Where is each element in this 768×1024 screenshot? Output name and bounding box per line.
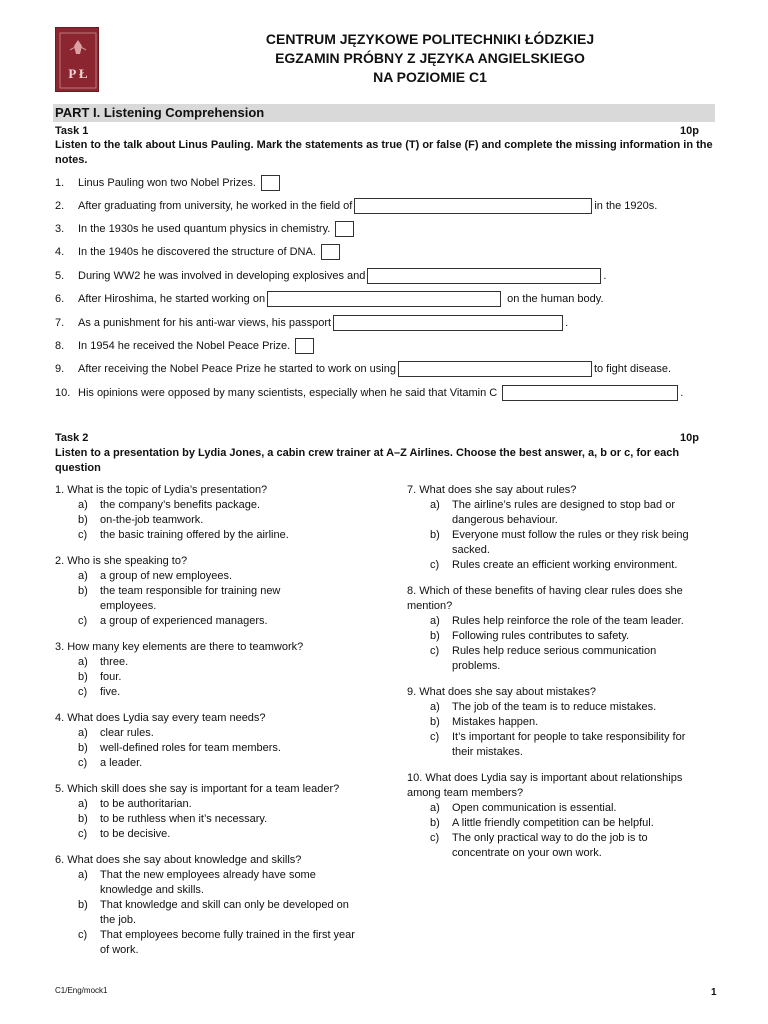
fill-answer-box[interactable] <box>354 198 592 214</box>
answer-option[interactable]: b) four. <box>78 671 122 683</box>
question: 9. What does she say about mistakes? a) The job of the team is to reduce mistakes. b) Mistakes happen. c) It’s important for people to take responsibility for their mistakes. <box>407 685 717 760</box>
answer-option[interactable]: c) the basic training offered by the airline. <box>78 529 289 541</box>
answer-option[interactable]: a) three. <box>78 656 129 668</box>
answer-option[interactable]: a) clear rules. <box>78 727 154 739</box>
answer-option[interactable]: c) a group of experienced managers. <box>78 615 268 627</box>
answer-option[interactable]: a) The airline’s rules are designed to stop bad or dangerous behaviour. <box>430 499 675 526</box>
answer-option[interactable]: c) Rules create an efficient working environment. <box>430 559 678 571</box>
answer-option[interactable]: c) It’s important for people to take responsibility for their mistakes. <box>430 731 686 758</box>
document-code: C1/Eng/mock1 <box>55 986 108 995</box>
fill-answer-box[interactable] <box>367 268 601 284</box>
questions-right-column <box>407 483 717 872</box>
fill-answer-box[interactable] <box>333 315 563 331</box>
question: 10. What does Lydia say is important about relationships among team members? a) Open communication is essential. b) A little friendly competition can be helpful. c) The only practical way to do the job is to concentrate on your own work. <box>407 771 717 861</box>
crest-icon <box>56 28 100 93</box>
tf-answer-box[interactable] <box>261 175 280 191</box>
answer-option[interactable]: b) on-the-job teamwork. <box>78 514 204 526</box>
fill-answer-box[interactable] <box>398 361 592 377</box>
answer-option[interactable]: b) Everyone must follow the rules or they risk being sacked. <box>430 529 689 556</box>
tf-answer-box[interactable] <box>321 244 340 260</box>
task1-item: 1. Linus Pauling won two Nobel Prizes. <box>55 174 715 192</box>
task1-item: 10. His opinions were opposed by many scientists, especially when he said that Vitamin C . <box>55 384 715 402</box>
task1-label: Task 1 <box>55 125 89 137</box>
tf-answer-box[interactable] <box>335 221 354 237</box>
answer-option[interactable]: a) to be authoritarian. <box>78 798 192 810</box>
task2-points: 10p <box>680 432 699 444</box>
fill-answer-box[interactable] <box>502 385 678 401</box>
task1-item: 7. As a punishment for his anti-war views, his passport . <box>55 314 715 332</box>
answer-option[interactable]: b) well-defined roles for team members. <box>78 742 281 754</box>
answer-option[interactable]: b) Following rules contributes to safety. <box>430 630 630 642</box>
question: 2. Who is she speaking to? a) a group of new employees. b) the team responsible for training new employees. c) a group of experienced managers. <box>55 554 365 629</box>
answer-option[interactable]: b) Mistakes happen. <box>430 716 539 728</box>
answer-option[interactable]: b) the team responsible for training new employees. <box>78 585 281 612</box>
task1-item: 6. After Hiroshima, he started working on on the human body. <box>55 290 715 308</box>
fill-answer-box[interactable] <box>267 291 501 307</box>
answer-option[interactable]: a) Open communication is essential. <box>430 802 617 814</box>
header-exam-title: EGZAMIN PRÓBNY Z JĘZYKA ANGIELSKIEGO <box>275 50 585 66</box>
answer-option[interactable]: b) to be ruthless when it’s necessary. <box>78 813 268 825</box>
answer-option[interactable]: c) The only practical way to do the job is to concentrate on your own work. <box>430 832 648 859</box>
task2-label: Task 2 <box>55 432 89 444</box>
answer-option[interactable]: a) a group of new employees. <box>78 570 233 582</box>
question: 4. What does Lydia say every team needs? a) clear rules. b) well-defined roles for team members. c) a leader. <box>55 711 365 771</box>
answer-option[interactable]: c) Rules help reduce serious communication problems. <box>430 645 657 672</box>
header-level: NA POZIOMIE C1 <box>373 69 487 85</box>
task1-item: 4. In the 1940s he discovered the structure of DNA. <box>55 243 715 261</box>
header-institution: CENTRUM JĘZYKOWE POLITECHNIKI ŁÓDZKIEJ <box>265 31 595 47</box>
task1-item: 5. During WW2 he was involved in developing explosives and . <box>55 267 715 285</box>
document-header <box>200 30 660 87</box>
question: 3. How many key elements are there to teamwork? a) three. b) four. c) five. <box>55 640 365 700</box>
task1-instruction: Listen to the talk about Linus Pauling. Mark the statements as true (T) or false (F) and complete the missing information in the notes. <box>55 139 713 166</box>
task1-item: 8. In 1954 he received the Nobel Peace Prize. <box>55 337 715 355</box>
question: 6. What does she say about knowledge and skills? a) That the new employees already have some knowledge and skills. b) That knowledge and skill can only be developed on the job. c) That employees become fully trained in the first year of work. <box>55 853 365 958</box>
question: 1. What is the topic of Lydia’s presentation? a) the company’s benefits package. b) on-the-job teamwork. c) the basic training offered by the airline. <box>55 483 365 543</box>
answer-option[interactable]: a) Rules help reinforce the role of the team leader. <box>430 615 684 627</box>
question: 8. Which of these benefits of having clear rules does she mention? a) Rules help reinforce the role of the team leader. b) Following rules contributes to safety. c) Rules help reduce serious communication problems. <box>407 584 717 674</box>
questions-left-column <box>55 483 365 969</box>
answer-option[interactable]: c) a leader. <box>78 757 143 769</box>
answer-option[interactable]: a) That the new employees already have some knowledge and skills. <box>78 869 316 896</box>
answer-option[interactable]: c) That employees become fully trained in the first year of work. <box>78 929 355 956</box>
university-logo <box>55 27 99 92</box>
answer-option[interactable]: c) five. <box>78 686 121 698</box>
task1-points: 10p <box>680 125 699 137</box>
part-title: PART I. Listening Comprehension <box>53 104 715 122</box>
answer-option[interactable]: a) the company’s benefits package. <box>78 499 261 511</box>
task2-instruction: Listen to a presentation by Lydia Jones, a cabin crew trainer at A–Z Airlines. Choose the best answer, a, b or c, for each question <box>55 447 680 474</box>
question: 7. What does she say about rules? a) The airline’s rules are designed to stop bad or dangerous behaviour. b) Everyone must follow the rules or they risk being sacked. c) Rules create an efficient working environment. <box>407 483 717 573</box>
answer-option[interactable]: c) to be decisive. <box>78 828 171 840</box>
task1-item: 3. In the 1930s he used quantum physics in chemistry. <box>55 220 715 238</box>
logo-text: P Ł <box>68 66 88 81</box>
answer-option[interactable]: b) A little friendly competition can be helpful. <box>430 817 654 829</box>
task1-item: 2. After graduating from university, he worked in the field of in the 1920s. <box>55 197 715 215</box>
question: 5. Which skill does she say is important for a team leader? a) to be authoritarian. b) to be ruthless when it’s necessary. c) to be decisive. <box>55 782 365 842</box>
answer-option[interactable]: a) The job of the team is to reduce mistakes. <box>430 701 657 713</box>
task1-item: 9. After receiving the Nobel Peace Prize he started to work on using to fight disease. <box>55 360 715 378</box>
page-number: 1 <box>711 987 717 998</box>
answer-option[interactable]: b) That knowledge and skill can only be developed on the job. <box>78 899 349 926</box>
tf-answer-box[interactable] <box>295 338 314 354</box>
